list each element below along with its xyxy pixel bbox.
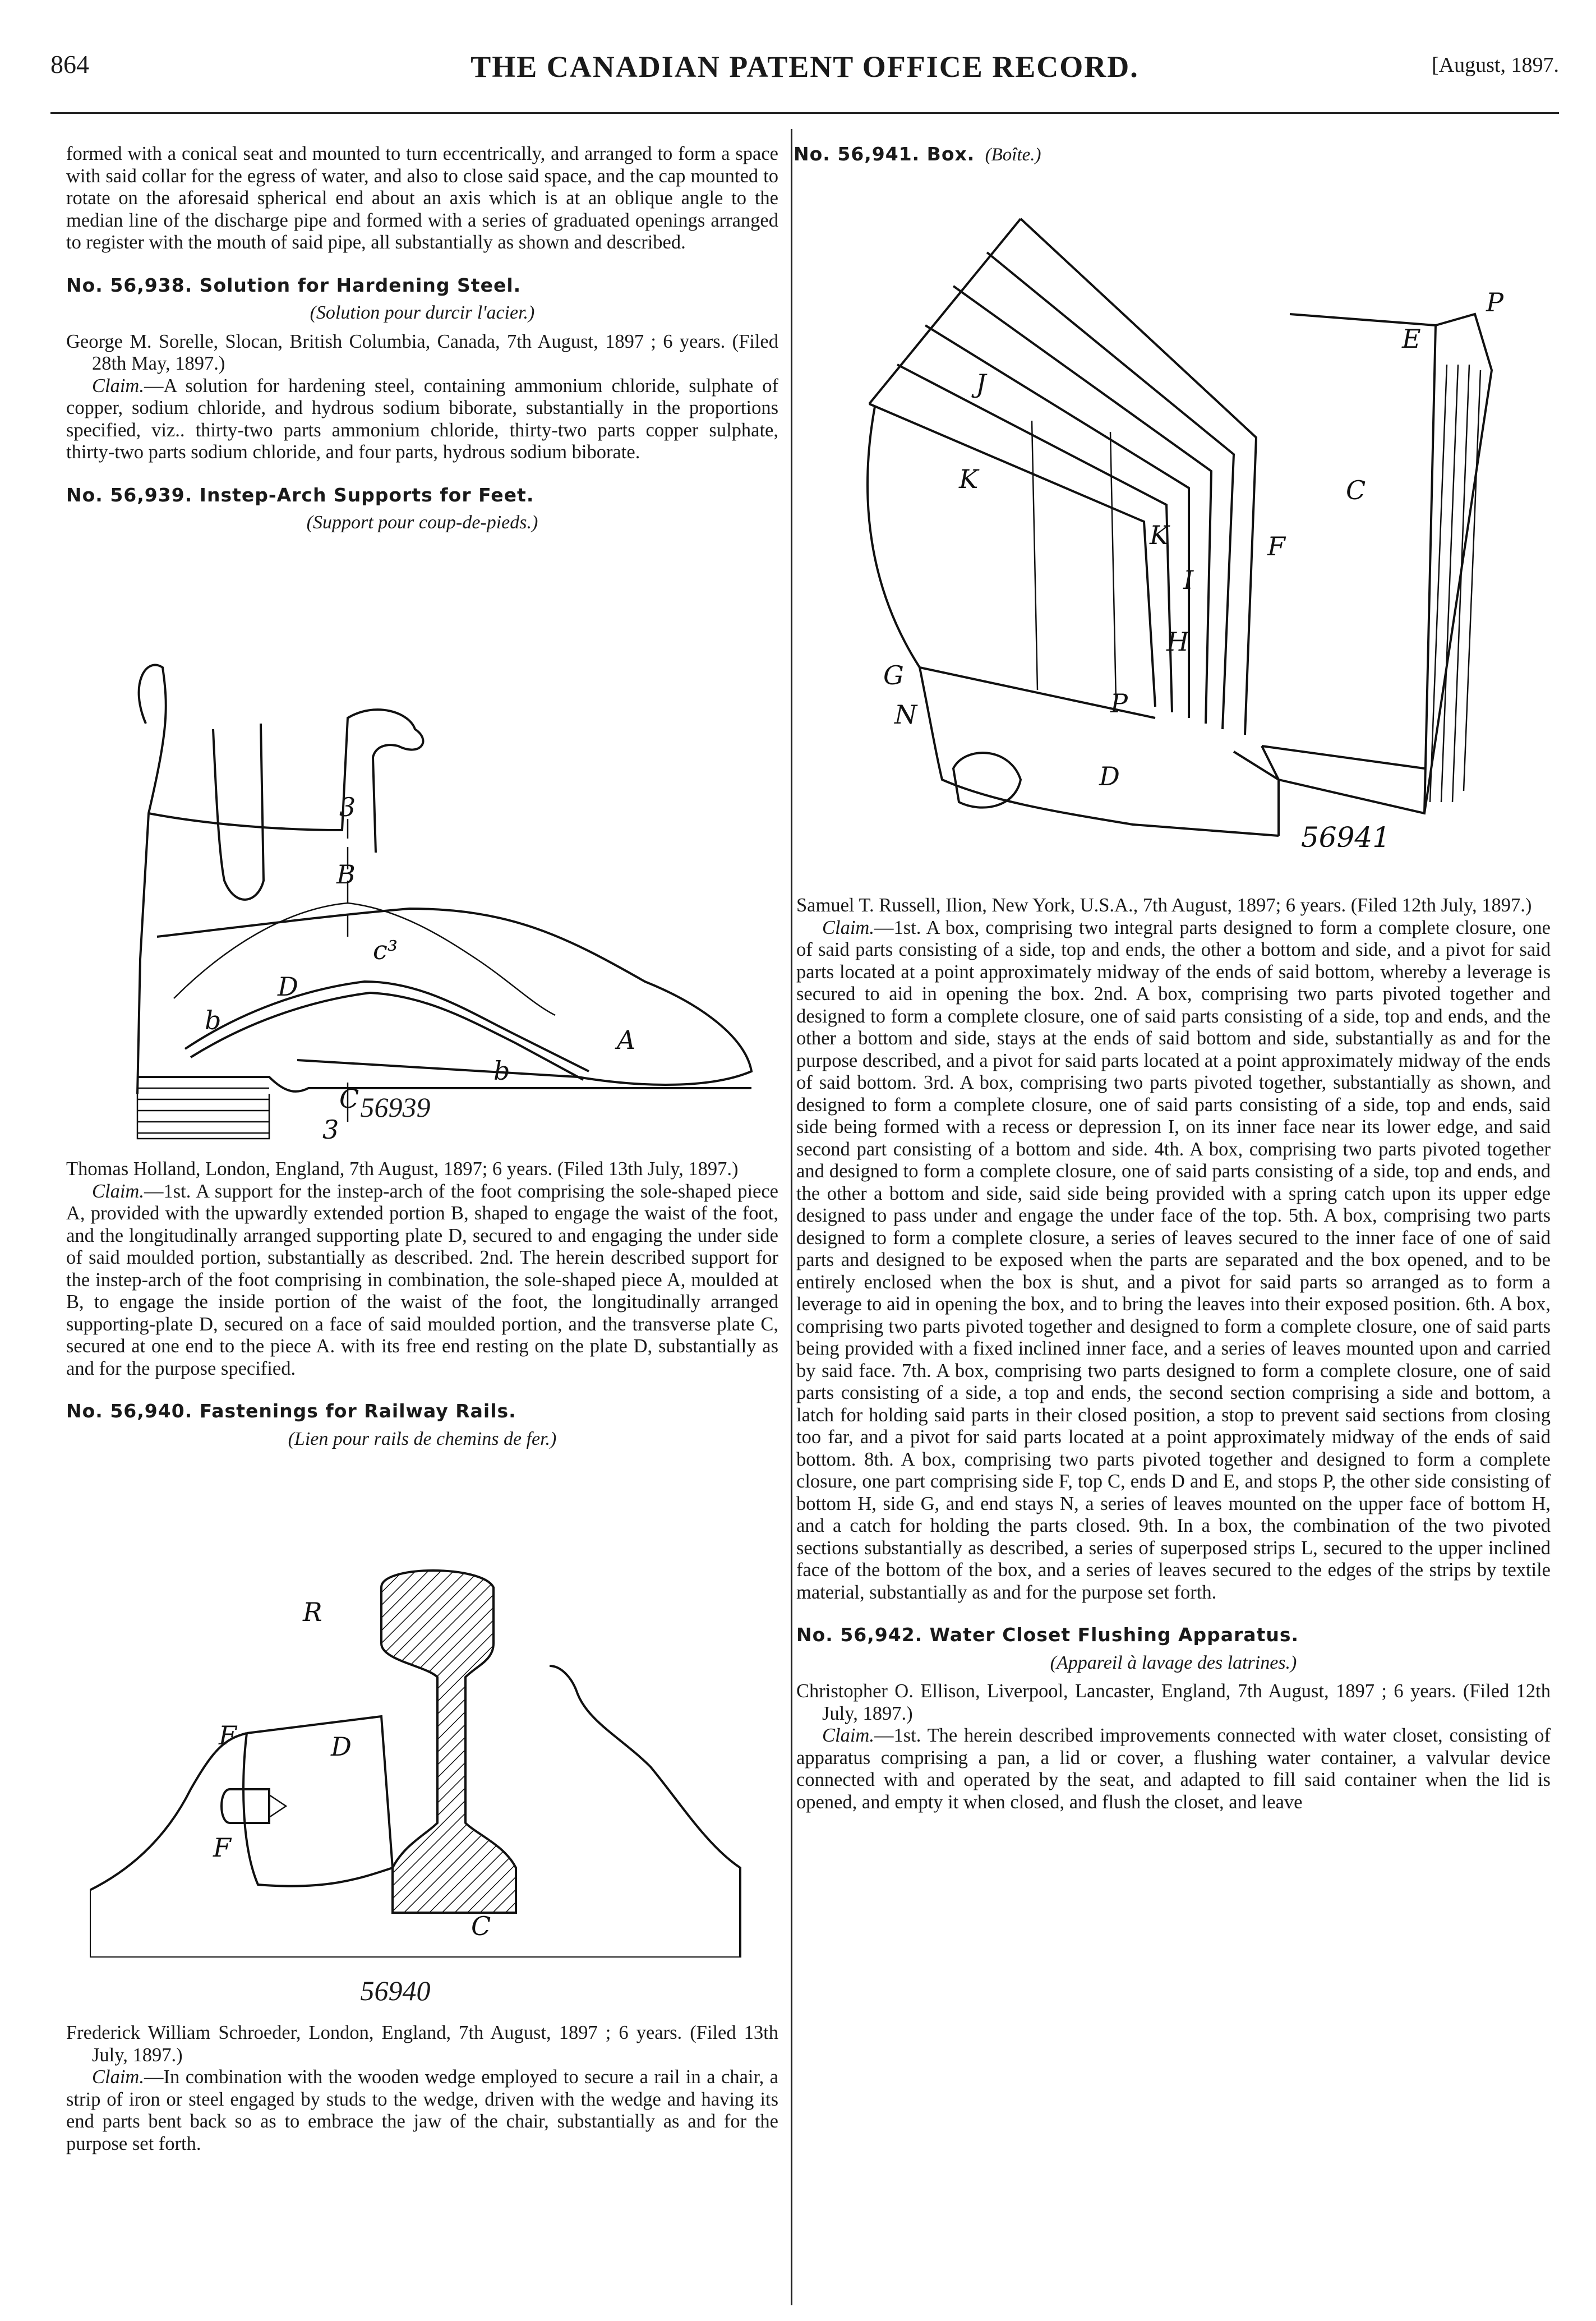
claim-text: —In combination with the wooden wedge employed to secure a rail in a chair, a strip of iron or steel engaged by studs to the wedge, driven with the wedge and having its end parts bent back so as to embrace the jaw of the chair, substantially as and for the purpose set forth. <box>66 2066 778 2154</box>
fig-label-I: I <box>1183 565 1194 595</box>
patent-56938-inventor: George M. Sorelle, Slocan, British Columbia, Canada, 7th August, 1897 ; 6 years. (Filed 28th May, 1897.) <box>66 330 778 374</box>
claim-label: Claim. <box>92 375 144 397</box>
figure-56941-box <box>852 185 1509 847</box>
fig-label-B: B <box>336 859 356 890</box>
issue-date: [August, 1897. <box>1432 53 1559 77</box>
fig-label-F-lower: F <box>213 1832 231 1863</box>
claim-text: —1st. The herein described improvements connected with water closet, consisting of apparatus comprising a pan, a lid or cover, a flushing water container, a valvular device connected with and operated by the seat, and adapted to fill said container when the lid is opened, and empty it when closed, and flush the closet, and leave <box>796 1725 1551 1813</box>
claim-text: —A solution for hardening steel, containing ammonium chloride, sulphate of copper, sodium chloride, and hydrous sodium biborate, substantially in the proportions specified, viz.. thirty-two parts ammonium chloride, thirty-two parts copper sulphate, thirty-two parts sodium chloride, and four parts, hydrous sodium biborate. <box>66 375 778 463</box>
patent-56940-subtitle: (Lien pour rails de chemins de fer.) <box>288 1428 557 1449</box>
fig-label-b1: b <box>205 1005 222 1035</box>
claim-text: —1st. A box, comprising two integral parts designed to form a complete closure, one of said parts consisting of a side, top and ends, the other a bottom and side, and a pivot for said parts located at a point approximately midway of the ends of said bottom, whereby a leverage is secured to aid in opening the box. 2nd. A box, comprising two parts pivoted together and designed to form a complete closure, one of said parts consisting of a side, top and ends, and the other a bottom and side, stays at the ends of said bottom and side, substantially as and for the purpose described, and a pivot for said parts located at a point approximately midway of the ends of said bottom. 3rd. A box, comprising two parts pivoted together, substantially as shown, and designed to form a complete closure, one of said parts consisting of a side, top and ends, said side being formed with a recess or depression I, on its inner face near its lower edge, and said second part consisting of a bottom and side. 4th. A box, comprising two parts pivoted together and designed to form a complete closure, one of said parts consisting of a side, top and ends, and the other a bottom and side, said side being provided with a spring catch upon its upper edge designed to pass under and engage the under face of the top. 5th. A box, comprising two parts designed to form a complete closure, a series of leaves secured to the inner face of one of said parts and designed to be exposed when the parts are separated and the box opened, and to be entirely enclosed when the box is shut, and a pivot for said parts so arranged as to form a leverage to aid in opening the box, and to bring the leaves into their exposed position. 6th. A box, comprising two parts pivoted together and designed to form a complete closure, one of said parts being provided with a fixed inclined inner face, and a series of leaves mounted upon and carried by said face. 7th. A box, comprising two parts designed to form a complete closure, one of said parts consisting of a side, a top and ends, the second section comprising a side and bottom, a latch for holding said parts in their closed position, a stop to prevent said sections from closing too far, and a pivot for said parts located at a point approximately midway of the ends of said bottom. 8th. A box, comprising two parts pivoted together and designed to form a complete closure, one part comprising side F, top C, ends D and E, and stops P, the other side consisting of bottom H, side G, and end stays N, a series of leaves mounted on the upper face of bottom H, and a catch for holding the parts closed. 9th. In a box, the combination of the two pivoted sections substantially as described, a series of superposed strips L, secured to the upper inclined face of the bottom of the box, and a series of leaves secured to the edges of the strips by textile material, substantially as and for the purpose set forth. <box>796 917 1551 1603</box>
figure-56941-number: 56941 <box>1301 821 1391 847</box>
patent-56939-heading: No. 56,939. Instep-Arch Supports for Feet. <box>66 483 534 506</box>
running-header <box>50 49 1559 89</box>
fig-label-P-top: P <box>1486 287 1503 317</box>
patent-56939-inventor: Thomas Holland, London, England, 7th August, 1897; 6 years. (Filed 13th July, 1897.) <box>66 1158 739 1180</box>
fig-label-C: C <box>339 1084 359 1114</box>
fig-label-P-bottom: P <box>1110 688 1128 719</box>
claim-text: —1st. A support for the instep-arch of the foot comprising the sole-shaped piece A, provided with the upwardly extended portion B, shaped to engage the waist of the foot, and the longitudinally arranged supporting plate D, secured to and engaging the under side of said moulded portion, substantially as described. 2nd. The herein described support for the instep-arch of the foot comprising in combination, the sole-shaped piece A, moulded at B, to engage the inside portion of the waist of the foot, the longitudinally arranged supporting-plate D, secured on a face of said moulded portion, and the transverse plate C, secured at one end to the piece A. with its free end resting on the plate D, substantially as and for the purpose specified. <box>66 1180 778 1379</box>
left-column-bottom <box>66 2022 778 2155</box>
fig-label-section-top: 3 <box>339 792 356 822</box>
patent-56938-claim <box>66 375 778 464</box>
column-rule <box>791 129 792 2305</box>
fig-label-N: N <box>894 699 917 730</box>
fig-label-C: C <box>1346 475 1366 505</box>
right-column-text <box>796 895 1551 1813</box>
fig-label-K-mid: K <box>1150 520 1169 550</box>
header-rule <box>50 112 1559 114</box>
fig-label-J: J <box>976 369 986 399</box>
fig-label-section-bottom: 3 <box>322 1115 339 1145</box>
patent-56941-inventor: Samuel T. Russell, Ilion, New York, U.S.A., 7th August, 1897; 6 years. (Filed 12th July, 1897.) <box>796 895 1532 916</box>
patent-56938-heading: No. 56,938. Solution for Hardening Steel. <box>66 274 522 296</box>
left-column-middle <box>66 1158 778 1450</box>
patent-56939-claim <box>66 1181 778 1380</box>
claim-label: Claim. <box>822 917 874 938</box>
figure-56940-rail-fastening <box>90 1554 763 1958</box>
figure-56939-number: 56939 <box>360 1092 431 1123</box>
patent-56942-inventor: Christopher O. Ellison, Liverpool, Lancaster, England, 7th August, 1897 ; 6 years. (Filed 12th July, 1897.) <box>796 1680 1551 1724</box>
patent-56941-claim <box>796 917 1551 1604</box>
fig-label-F: F <box>1267 531 1285 561</box>
fig-label-b2: b <box>493 1056 510 1086</box>
patent-56939-subtitle: (Support pour coup-de-pieds.) <box>306 512 538 533</box>
patent-56940-claim <box>66 2066 778 2155</box>
figure-56939-instep-support <box>84 645 774 1155</box>
left-column-top <box>66 143 778 534</box>
fig-label-D: D <box>1099 761 1120 791</box>
fig-label-C: C <box>471 1911 491 1941</box>
patent-56942-claim <box>796 1725 1551 1813</box>
fig-label-H: H <box>1166 627 1189 657</box>
claim-label: Claim. <box>92 1180 144 1202</box>
continuation-text: formed with a conical seat and mounted to turn eccentrically, and arranged to form a space with said collar for the egress of water, and also to close said space, and the cap mounted to rotate on the aforesaid spherical end about an axis which is at an oblique angle to the median line of the discharge pipe and formed with a series of graduated openings arranged to register with the mouth of said pipe, all substantially as shown and described. <box>66 143 778 253</box>
claim-label: Claim. <box>822 1725 874 1746</box>
patent-56941-subtitle: (Boîte.) <box>985 145 1041 165</box>
fig-label-c3: c³ <box>373 935 398 965</box>
page-number: 864 <box>50 50 89 79</box>
patent-56941-heading-line <box>794 143 1545 166</box>
figure-56940-number: 56940 <box>360 1975 431 2006</box>
claim-label: Claim. <box>92 2066 144 2088</box>
fig-label-K-left: K <box>959 464 979 494</box>
patent-56940-inventor: Frederick William Schroeder, London, England, 7th August, 1897 ; 6 years. (Filed 13th July, 1897.) <box>66 2022 778 2066</box>
patent-56941-heading: No. 56,941. Box. <box>794 143 975 165</box>
fig-label-D: D <box>331 1731 352 1762</box>
fig-label-E: E <box>1402 324 1421 354</box>
fig-label-G: G <box>883 660 904 690</box>
journal-title: THE CANADIAN PATENT OFFICE RECORD. <box>471 50 1139 84</box>
patent-56942-heading: No. 56,942. Water Closet Flushing Apparatus. <box>796 1624 1299 1646</box>
patent-56938-subtitle: (Solution pour durcir l'acier.) <box>310 302 535 323</box>
fig-label-D: D <box>278 971 298 1002</box>
fig-label-R: R <box>303 1597 322 1627</box>
fig-label-F-upper: F <box>219 1720 237 1751</box>
patent-56940-heading: No. 56,940. Fastenings for Railway Rails. <box>66 1400 516 1422</box>
patent-56942-subtitle: (Appareil à lavage des latrines.) <box>1050 1652 1297 1673</box>
fig-label-A: A <box>617 1025 636 1055</box>
